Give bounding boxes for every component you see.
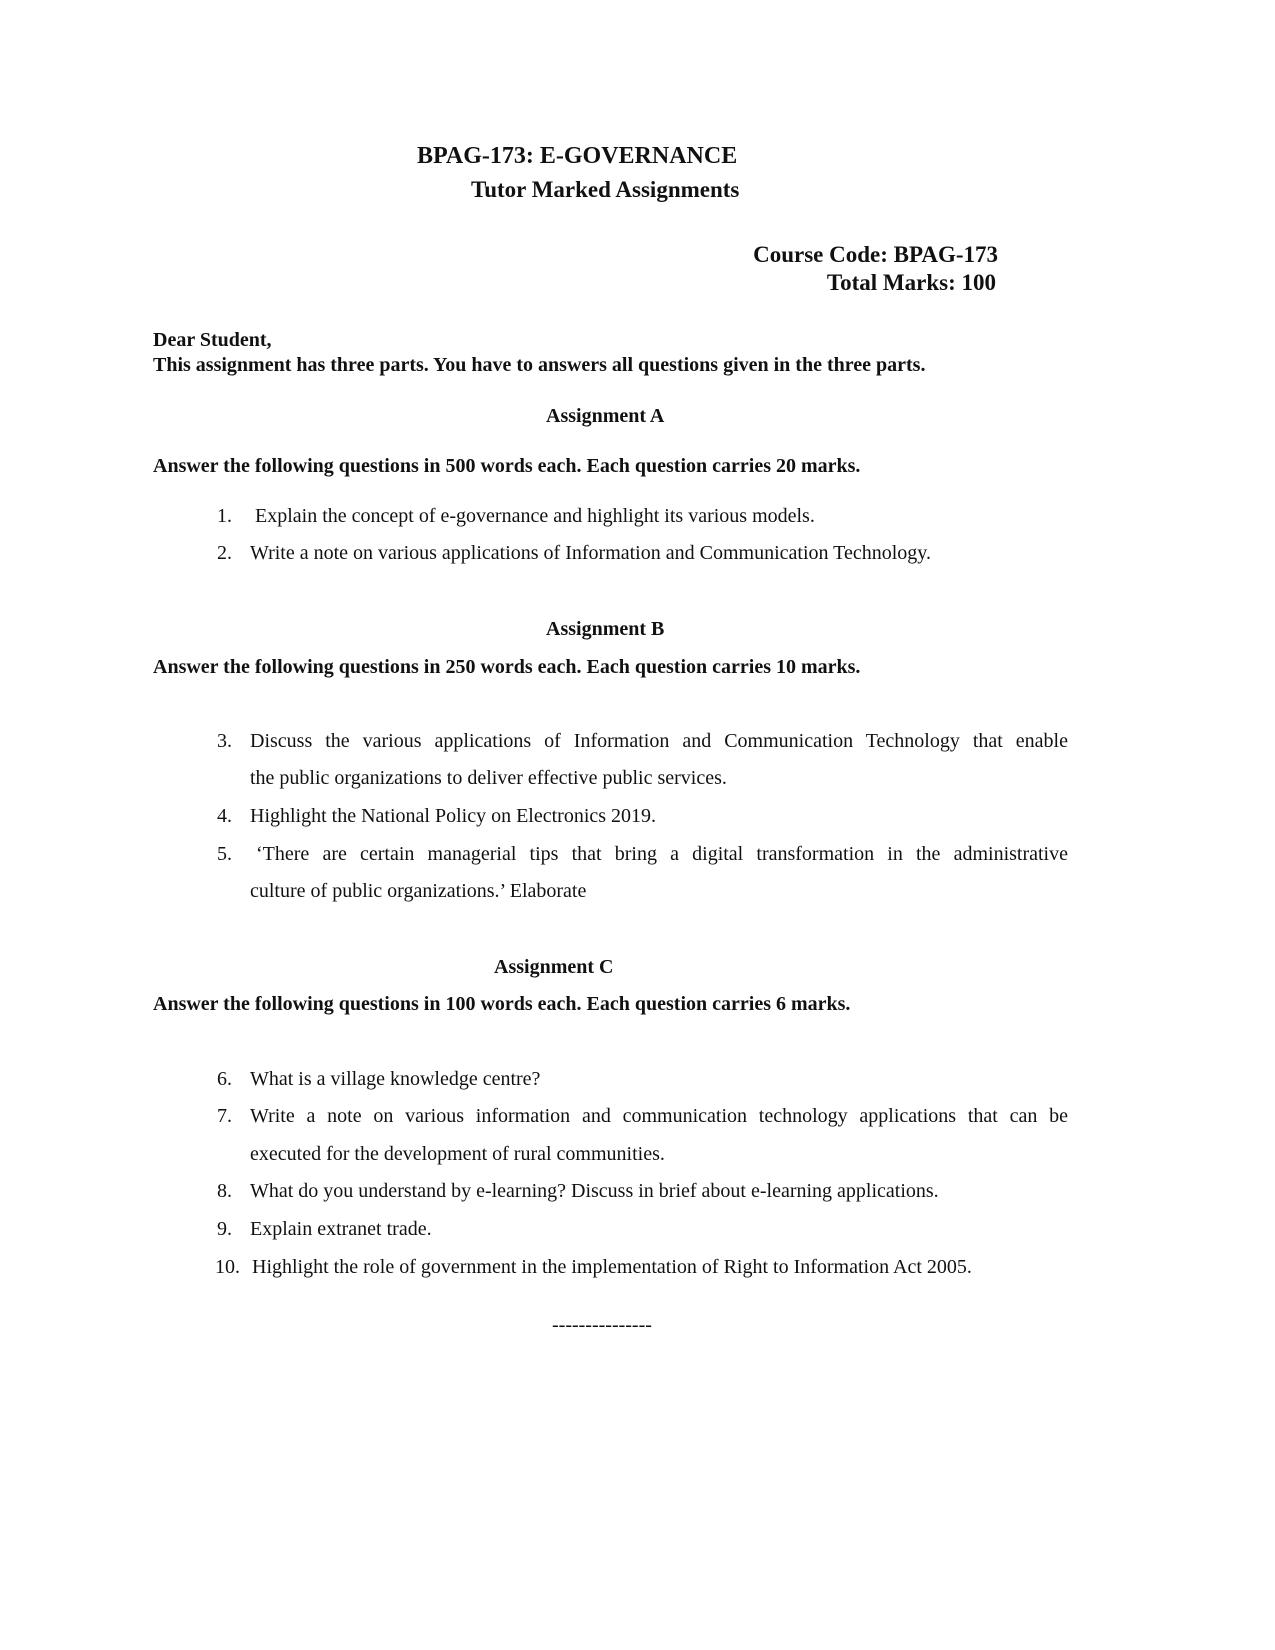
question-text-line: culture of public organizations.’ Elaborate	[250, 880, 587, 902]
question-number: 8.	[217, 1180, 232, 1202]
assignment-c-heading: Assignment C	[494, 956, 614, 978]
course-title: BPAG-173: E-GOVERNANCE	[417, 143, 738, 169]
question-text-line: Write a note on various information and communication technology applications that can be	[250, 1105, 1068, 1127]
question-text: Highlight the National Policy on Electronics 2019.	[250, 805, 657, 827]
assignment-b-heading: Assignment B	[546, 618, 665, 640]
question-number: 7.	[217, 1105, 232, 1127]
question-text-line: ‘There are certain managerial tips that bring a digital transformation in the administrative	[256, 843, 1068, 865]
question-text: Write a note on various applications of Information and Communication Technology.	[250, 542, 931, 564]
assignment-a-instruction: Answer the following questions in 500 words each. Each question carries 20 marks.	[153, 455, 861, 477]
course-code: Course Code: BPAG-173	[753, 242, 998, 267]
question-text: What is a village knowledge centre?	[250, 1068, 541, 1090]
question-text-line: executed for the development of rural communities.	[250, 1143, 665, 1165]
question-number: 9.	[217, 1218, 232, 1240]
greeting: Dear Student,	[153, 329, 272, 351]
question-number: 1.	[217, 505, 232, 527]
question-number: 10.	[215, 1256, 240, 1278]
question-text-line: Discuss the various applications of Information and Communication Technology that enable	[250, 730, 1068, 752]
question-text: Explain the concept of e-governance and highlight its various models.	[255, 505, 815, 527]
assignment-b-instruction: Answer the following questions in 250 words each. Each question carries 10 marks.	[153, 656, 861, 678]
question-number: 5.	[217, 843, 232, 865]
question-number: 6.	[217, 1068, 232, 1090]
question-number: 4.	[217, 805, 232, 827]
page-subtitle: Tutor Marked Assignments	[471, 177, 740, 202]
assignment-a-heading: Assignment A	[546, 405, 665, 427]
question-text: What do you understand by e-learning? Discuss in brief about e-learning applications.	[250, 1180, 939, 1202]
total-marks: Total Marks: 100	[826, 270, 996, 295]
intro-instruction: This assignment has three parts. You have to answers all questions given in the three parts.	[153, 354, 926, 376]
end-separator: ---------------	[552, 1314, 652, 1336]
question-text: Explain extranet trade.	[250, 1218, 432, 1240]
question-number: 3.	[217, 730, 232, 752]
assignment-c-instruction: Answer the following questions in 100 words each. Each question carries 6 marks.	[153, 993, 851, 1015]
question-text-line: the public organizations to deliver effective public services.	[250, 767, 727, 789]
question-number: 2.	[217, 542, 232, 564]
question-text: Highlight the role of government in the implementation of Right to Information Act 2005.	[252, 1256, 972, 1278]
